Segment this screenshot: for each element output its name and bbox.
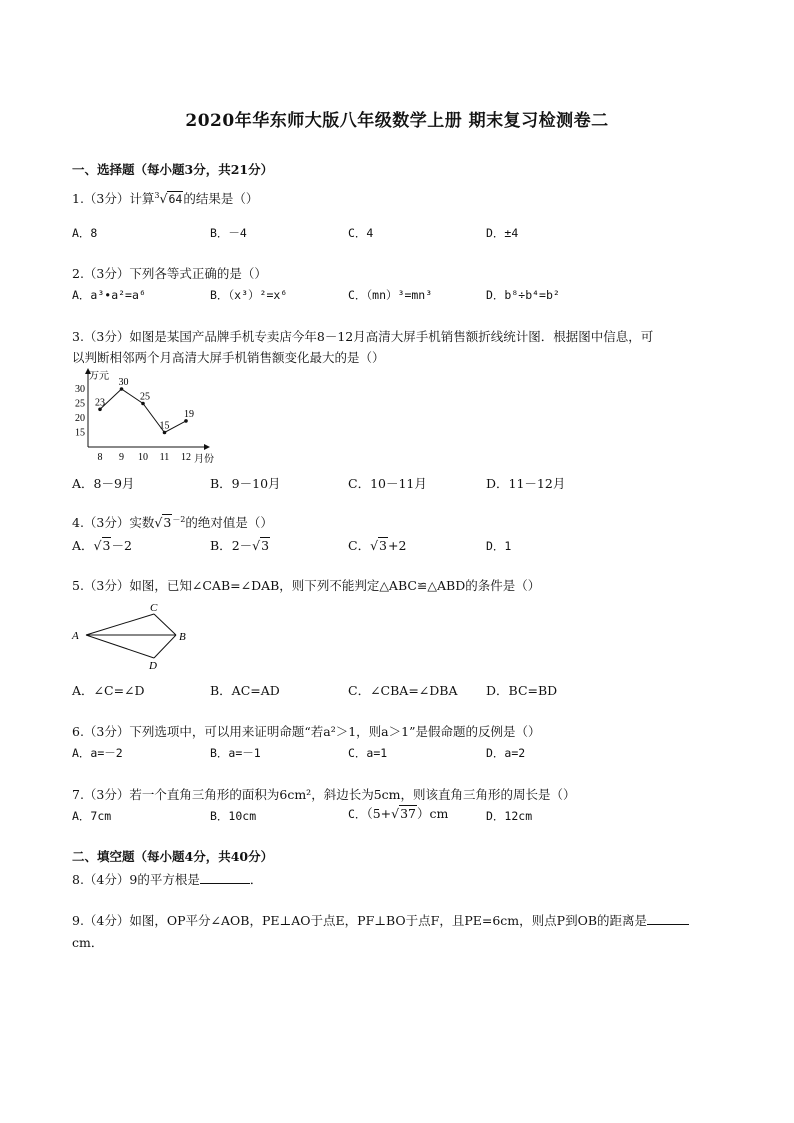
sales-line-chart	[66, 366, 226, 468]
q3-option-d: D．11－12月	[486, 476, 566, 491]
q2-option-d: D．b⁸÷b⁴=b²	[486, 288, 560, 302]
option-head: （5+	[366, 806, 392, 821]
q4-option-b	[210, 536, 270, 554]
q2-option-b: B．（x³）²=x⁶	[210, 288, 288, 302]
q5-option-a: A．∠C=∠D	[72, 683, 145, 698]
radical-sign-icon: √	[93, 538, 102, 553]
question-6: 6.（3分）下列选项中，可以用来证明命题“若a²＞1，则a＞1”是假命题的反例是（）	[72, 724, 541, 739]
page-title: 2020年华东师大版八年级数学上册 期末复习检测卷二	[185, 111, 609, 131]
question-9-line-1	[72, 911, 689, 929]
q7-option-c	[348, 804, 448, 822]
q6-option-c: C．a=1	[348, 746, 388, 760]
question-3-line-2: 以判断相邻两个月高清大屏手机销售额变化最大的是（）	[72, 350, 385, 365]
q7-option-a: A．7cm	[72, 809, 112, 823]
y-tick-label: 20	[75, 413, 85, 424]
q2-option-c: C．（mn）³=mn³	[348, 288, 433, 302]
label-d: D	[149, 660, 157, 672]
cube-root-expression	[154, 191, 183, 206]
option-letter: B．	[210, 538, 232, 553]
answer-blank[interactable]	[647, 913, 689, 925]
radical-sign-icon: √	[252, 538, 261, 553]
q4-option-d: D．1	[486, 539, 512, 553]
x-axis-title: 月份	[194, 454, 214, 465]
x-tick-label: 10	[138, 452, 148, 463]
radicand: 64	[168, 192, 183, 206]
question-4-prefix: 4.（3分）实数	[72, 515, 155, 530]
q2-option-a: A．a³•a²=a⁶	[72, 288, 146, 302]
question-1	[72, 189, 258, 207]
q3-option-b: B．9－10月	[210, 476, 281, 491]
radicand: 37	[400, 806, 416, 821]
q5-option-c: C．∠CBA=∠DBA	[348, 683, 458, 698]
q3-option-c: C．10－11月	[348, 476, 427, 491]
option-letter: C．	[348, 538, 371, 553]
label-c: C	[150, 602, 158, 614]
question-8-text: 8.（4分）9的平方根是	[72, 872, 200, 887]
data-label: 23	[95, 397, 105, 409]
label-a: A	[72, 630, 79, 642]
y-tick-label: 15	[75, 427, 85, 439]
segment-db	[154, 635, 176, 658]
q1-option-c: C．4	[348, 226, 374, 240]
section-fill-heading: 二、填空题（每小题4分，共40分）	[72, 849, 274, 864]
radical-sign-icon: √	[391, 806, 400, 821]
question-2: 2.（3分）下列各等式正确的是（）	[72, 266, 267, 281]
x-tick-label: 8	[97, 452, 103, 463]
radical-sign-icon: √	[159, 191, 168, 206]
triangle-figure	[68, 598, 198, 674]
q7-option-b: B．10cm	[210, 809, 257, 823]
q6-option-b: B．a=－1	[210, 746, 261, 760]
radical-sign-icon: √	[370, 538, 379, 553]
x-axis-arrow-icon	[204, 444, 210, 450]
question-8-tail: ．	[249, 872, 263, 887]
question-4-suffix: 的绝对值是（）	[185, 515, 273, 530]
question-9-text: 9.（4分）如图，OP平分∠AOB，PE⊥AO于点E，PF⊥BO于点F，且PE=6cm，则点P到OB的距离是	[72, 913, 648, 928]
label-b: B	[179, 631, 186, 643]
option-tail: ）cm	[417, 806, 449, 821]
radicand: 3	[261, 538, 270, 553]
x-tick-label: 11	[159, 452, 170, 463]
question-9-line-2: cm．	[72, 935, 104, 950]
q5-option-d: D．BC=BD	[486, 683, 558, 698]
data-label: 30	[118, 377, 129, 388]
y-tick-label: 25	[75, 398, 85, 410]
q6-option-d: D．a=2	[486, 746, 526, 760]
segment-ad	[86, 635, 154, 658]
exponent: －2	[172, 515, 186, 524]
sqrt-expression	[154, 515, 172, 530]
q4-option-a	[72, 536, 132, 554]
radical-sign-icon: √	[154, 515, 163, 530]
question-8	[72, 870, 262, 888]
option-tail: +2	[388, 538, 407, 553]
option-letter: C．	[348, 807, 367, 821]
segment-ac	[86, 614, 154, 635]
x-tick-label: 12	[181, 452, 191, 463]
radicand: 3	[379, 538, 387, 553]
question-7: 7.（3分）若一个直角三角形的面积为6cm²，斜边长为5cm，则该直角三角形的周长是（）	[72, 787, 576, 802]
x-tick-label: 9	[119, 452, 124, 463]
question-1-prefix: 1.（3分）计算	[72, 191, 155, 206]
question-1-suffix: 的结果是（）	[183, 191, 259, 206]
q6-option-a: A．a=－2	[72, 746, 123, 760]
y-axis-title: 万元	[89, 371, 109, 382]
question-5: 5.（3分）如图，已知∠CAB=∠DAB，则下列不能判定△ABC≌△ABD的条件是（）	[72, 578, 541, 593]
segment-cb	[154, 614, 176, 635]
data-label: 19	[184, 408, 194, 420]
root-index: 3	[154, 191, 160, 200]
option-tail: －2	[111, 538, 132, 553]
option-head: 2－	[231, 538, 253, 553]
question-4	[72, 513, 273, 531]
question-3-line-1: 3.（3分）如图是某国产品牌手机专卖店今年8－12月高清大屏手机销售额折线统计图．根据图中信息，可	[72, 329, 654, 344]
q1-option-d: D．±4	[486, 226, 519, 240]
q4-option-c	[348, 536, 406, 554]
radicand: 3	[102, 538, 111, 553]
data-label: 15	[159, 420, 170, 432]
q5-option-b: B．AC=AD	[210, 683, 280, 698]
data-label: 25	[140, 391, 150, 403]
y-tick-label: 30	[75, 384, 85, 395]
q1-option-a: A．8	[72, 226, 98, 240]
radicand: 3	[163, 515, 172, 530]
q3-option-a: A．8－9月	[72, 476, 135, 491]
option-letter: A．	[72, 538, 94, 553]
q1-option-b: B．－4	[210, 226, 247, 240]
answer-blank[interactable]	[200, 872, 250, 884]
q7-option-d: D．12cm	[486, 809, 533, 823]
section-choice-heading: 一、选择题（每小题3分，共21分）	[72, 162, 274, 177]
